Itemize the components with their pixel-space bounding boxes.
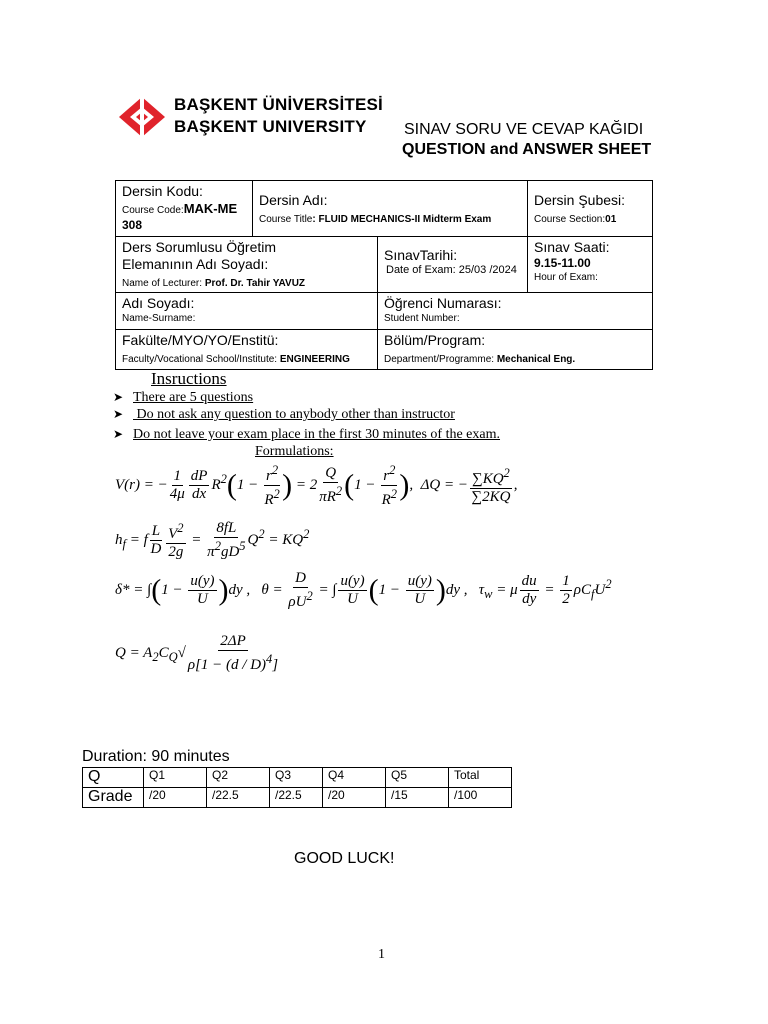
university-logo xyxy=(118,96,166,138)
name-cell xyxy=(116,293,378,330)
course-info-table xyxy=(115,180,653,370)
department-cell xyxy=(378,330,652,369)
grade-points-cell: /20 xyxy=(144,788,207,808)
section-cell xyxy=(528,181,652,237)
question-header: Q2 xyxy=(207,768,270,788)
exam-date-cell xyxy=(378,237,528,293)
instruction-item xyxy=(113,427,500,443)
question-header: Q4 xyxy=(323,768,386,788)
exam-time-value: 9.15-11.00 xyxy=(534,256,591,270)
grade-points-cell: /15 xyxy=(386,788,449,808)
section-label: Dersin Şubesi: xyxy=(534,192,626,208)
student-number-cell xyxy=(378,293,652,330)
lecturer-sub: Name of Lecturer: xyxy=(122,278,205,289)
instruction-item xyxy=(113,407,455,423)
duration-text: Duration: 90 minutes xyxy=(82,748,230,765)
lecturer-cell xyxy=(116,237,378,293)
exam-time-sub: Hour of Exam: xyxy=(534,272,598,283)
lecturer-value: Prof. Dr. Tahir YAVUZ xyxy=(204,278,306,289)
name-sub: Name-Surname: xyxy=(122,313,196,324)
question-header: Q5 xyxy=(386,768,449,788)
page-number: 1 xyxy=(378,947,385,962)
course-name-cell xyxy=(253,181,528,237)
grade-header: Grade xyxy=(83,788,144,808)
course-code-cell xyxy=(116,181,253,237)
faculty-cell xyxy=(116,330,378,369)
exam-date-label: SınavTarihi: xyxy=(384,247,458,263)
sheet-title-tr: SINAV SORU VE CEVAP KAĞIDI xyxy=(404,121,644,138)
instruction-text: Do not leave your exam place in the first 30 minutes of the exam. xyxy=(133,427,501,442)
formula-flow-meter: $Q = A_2C_Q√$ $\frac{2\Delta P}{\rho[1 - (d / D)^4]}$ xyxy=(115,633,279,673)
exam-time-label: Sınav Saati: xyxy=(534,239,610,255)
question-header: Total xyxy=(449,768,512,788)
formula-velocity-profile: V(r) = − $\frac{1}{4\mu}$ $\frac{dP}{dx}$ $R^2(1$ − $\frac{r^2}{R^2}$ ) = 2 $\frac{Q}{\pi R^2}$ (1 − $\frac{r^2}{R^2}$ ), ΔQ = − $\frac{\sum KQ^2}{\sum 2KQ}$ , xyxy=(115,463,518,508)
lecturer-label-1: Ders Sorumlusu Öğretim xyxy=(122,239,277,255)
exam-date-sub: Date of Exam: 25/03 /2024 xyxy=(386,264,517,276)
table-row xyxy=(83,788,512,808)
department-sub: Department/Programme: xyxy=(384,354,497,365)
faculty-value: ENGINEERING xyxy=(279,354,350,365)
exam-time-cell xyxy=(528,237,652,293)
grade-points-cell: /22.5 xyxy=(270,788,323,808)
university-name-en: BAŞKENT UNIVERSITY xyxy=(174,117,367,136)
course-code-value: MAK-ME xyxy=(183,201,238,216)
course-code-label: Dersin Kodu: xyxy=(122,183,203,199)
department-value: Mechanical Eng. xyxy=(496,354,576,365)
name-label: Adı Soyadı: xyxy=(122,295,195,311)
instruction-text: Do not ask any question to anybody other than instructor xyxy=(133,407,455,422)
q-header: Q xyxy=(83,768,144,788)
arrow-bullet-icon: ➤ xyxy=(113,390,124,404)
faculty-label: Fakülte/MYO/YO/Enstitü: xyxy=(122,332,279,348)
question-header: Q3 xyxy=(270,768,323,788)
grade-points-cell: /22.5 xyxy=(207,788,270,808)
table-row xyxy=(83,768,512,788)
formula-head-loss: $h_f = f$ $\frac{L}{D}$ $\frac{V^2}{2g}$ = $\frac{8fL}{\pi^2gD^5}$ $Q^2 = KQ^2$ xyxy=(115,520,310,560)
department-label: Bölüm/Program: xyxy=(384,332,486,348)
good-luck-text: GOOD LUCK! xyxy=(294,850,395,867)
faculty-sub: Faculty/Vocational School/Institute: xyxy=(122,354,280,365)
sheet-title-en: QUESTION and ANSWER SHEET xyxy=(402,141,652,158)
instructions-heading: Insructions xyxy=(151,369,227,388)
instruction-text: There are 5 questions xyxy=(133,390,254,405)
course-code-value-2: 308 xyxy=(122,218,143,232)
instruction-item xyxy=(113,390,253,406)
course-title-sub: Course Title xyxy=(259,214,313,225)
formulations-heading: Formulations: xyxy=(255,444,334,459)
arrow-bullet-icon: ➤ xyxy=(113,407,124,421)
lecturer-label-2: Elemanının Adı Soyadı: xyxy=(122,256,269,272)
grade-table xyxy=(82,767,512,808)
student-number-sub: Student Number: xyxy=(384,313,460,324)
arrow-bullet-icon: ➤ xyxy=(113,427,124,441)
course-title-value: : FLUID MECHANICS-II Midterm Exam xyxy=(312,214,492,225)
student-number-label: Öğrenci Numarası: xyxy=(384,295,502,311)
course-name-label: Dersin Adı: xyxy=(259,192,328,208)
formula-boundary-layer: δ* = ∫(1 − $\frac{u(y)}{U}$ )dy , θ = $\frac{D}{\rho U^2}$ = ∫ $\frac{u(y)}{U}$ (1 − $\frac{u(y)}{U}$ )dy , $\tau_w = \mu$ $\frac{du}{dy}$ = $\frac{1}{2}$ $\rho C_fU^2$ xyxy=(115,570,612,610)
university-name-tr: BAŞKENT ÜNİVERSİTESİ xyxy=(174,95,383,114)
section-sub: Course Section: xyxy=(534,214,606,225)
grade-points-cell: /20 xyxy=(323,788,386,808)
course-code-sub: Course Code: xyxy=(122,205,184,216)
question-header: Q1 xyxy=(144,768,207,788)
grade-points-cell: /100 xyxy=(449,788,512,808)
section-value: 01 xyxy=(605,214,617,225)
